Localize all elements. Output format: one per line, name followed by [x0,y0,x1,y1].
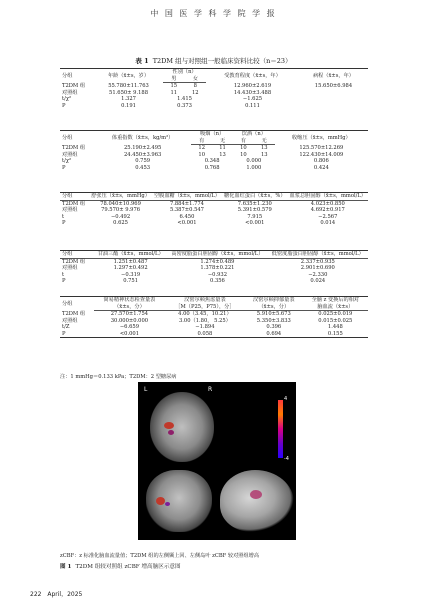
table-cell: 5.387±0.547 [169,207,204,213]
table-cell: t [62,213,65,220]
column-header: 分组 [60,193,89,201]
activation-blob [156,497,165,505]
table-cell: ［M（P25，P75），分］ [165,304,245,311]
table-cell: T2DM 组 [62,258,86,265]
table-row [60,165,368,172]
table-cell: 0.694 [266,330,282,337]
table-cell: 1.448 [327,324,343,330]
table-cell: 0.000 [246,158,262,164]
table-cell: 有 [233,138,254,145]
table-cell: 24.450±3.963 [123,151,162,158]
table-cell: 2.901±0.690 [300,265,335,271]
table-row [60,145,368,152]
table-cell: 0.759 [135,158,151,164]
table-cell: <0.001 [177,220,197,226]
table-cell: <0.001 [245,220,265,226]
table-cell: 12 [198,145,205,151]
table-cell: T2DM 组 [62,144,86,151]
table-cell: 13 [260,151,268,158]
activation-blob [168,430,174,435]
table-cell: 对照组 [62,151,78,158]
column-subheader: 女 [185,76,207,83]
table-cell: 0.014 [320,220,336,226]
table-cell: 0.191 [121,102,136,109]
table-cell: 对照组 [62,265,78,271]
table-cell: 4.00（3.45，10.21） [178,311,232,317]
figure-title: T2DM 组较对照组 zCBF 增高脑区示意图 [75,564,181,570]
table-row [60,83,368,90]
table-row [60,278,368,285]
table-cell: 12.960±2.619 [233,82,272,89]
table-cell: 1.274±0.489 [200,258,235,265]
table-cell: （x̄±s，分） [245,304,303,311]
table-cell: 13 [219,151,226,158]
table-cell: 0.751 [123,278,139,284]
label-right: R [208,386,213,393]
column-header: 汉密尔顿焦虑量表 [165,297,245,304]
table-cell: 15 [170,83,178,89]
table-cell: （x̄±s，分） [94,304,165,311]
table-cell: −0.932 [207,271,228,278]
column-header: 舒张压（x̄±s，mmHg） [91,193,150,199]
table-cell: T2DM 组 [62,310,86,317]
table-cell: 13 [260,145,268,151]
table-note: 注：1 mmHg＝0.133 kPa；T2DM：2 型糖尿病 [60,374,177,380]
column-header: 高密度脂蛋白胆固醇（x̄±s，mmol/L） [167,251,267,259]
table-cell: 51.650± 9.188 [109,89,149,96]
table-cell: 0.111 [245,102,260,109]
table-section-scales [60,296,368,338]
issue-date: April，2025 [47,591,83,598]
column-header: 分组 [60,131,94,145]
table-section-glycemic [60,192,368,227]
column-header: 吸烟（n） [191,131,233,138]
table-cell: 30.000±0.000 [110,317,149,324]
table-cell: 1.251±0.487 [113,258,148,265]
table-cell: 0.015±0.025 [318,317,353,324]
table-cell: 0.155 [327,330,343,337]
table-cell: 10 [240,151,247,158]
column-header: 甘油三酯（x̄±s，mmol/L） [94,251,167,259]
table-cell: 15.650±6.984 [314,82,353,89]
table-section-lifestyle [60,130,368,171]
table-cell: 0.025±0.019 [318,311,353,317]
activation-blob [250,490,262,499]
table-cell: 1.297±0.492 [113,265,148,271]
table-cell: 25.190±2.495 [123,144,162,151]
table-cell: 1.000 [246,164,262,171]
column-header: 分组 [60,69,94,83]
table-section-lipids [60,250,368,285]
table-cell: 79.570± 9.976 [101,207,141,213]
table-row [60,258,368,265]
table-cell: 4.023±0.850 [310,200,345,207]
table-section-demographics [60,68,368,109]
table-cell: 0.424 [313,164,329,171]
table-cell: 对照组 [62,317,78,324]
table-cell: −6.659 [119,324,140,330]
table-cell: 6.450 [179,213,195,220]
table-cell: 1.327 [121,96,136,102]
table-cell: −1.625 [242,96,263,102]
table-cell: P [62,220,66,226]
table-cell: 78.040±10.969 [100,200,141,207]
figure-caption [60,562,181,570]
column-header: 分组 [60,297,94,311]
column-header: 性别（n） [163,69,206,76]
brain-surface-render [220,470,294,532]
table-cell: −0.492 [110,213,131,220]
table-cell: 14.430±3.488 [233,89,272,96]
column-header: 受教育程度（x̄±s，年） [206,69,299,83]
table-row [60,331,368,338]
table-cell [299,103,368,110]
brain-axial-slice [150,392,214,462]
table-cell: 对照组 [62,207,78,213]
brain-figure [138,382,296,540]
column-header: 分组 [60,251,94,259]
table-cell: 1.378±0.221 [200,265,235,271]
table-cell: 10 [198,151,205,158]
table-row [60,220,368,227]
label-left: L [144,386,148,393]
column-header: 全脑 z 变换后的相对 [303,297,368,304]
table-cell: 27.570±1.754 [110,311,149,317]
activation-blob [165,502,170,506]
column-header: 低密度脂蛋白胆固醇（x̄±s，mmol/L） [268,251,368,259]
column-header: 糖化血红蛋白（x̄±s，%） [224,193,286,199]
table-cell: 7.635±1.230 [237,200,272,207]
table-cell: 1.415 [177,96,192,102]
page-footer [30,589,82,598]
table-cell: −2.567 [318,213,338,220]
table-cell: −1.894 [195,324,215,330]
table-cell: P [62,278,66,284]
table-cell: P [62,102,66,109]
table-cell: 12 [192,89,199,96]
column-header: 血浆总胆固醇（x̄±s，mmol/L） [289,193,366,199]
column-header: 简易精神状态检查量表 [94,297,165,304]
table-cell: 5.350±3.833 [256,317,291,324]
column-header: 年龄（x̄±s，岁） [94,69,163,83]
table-cell: 7.915 [247,213,263,220]
table-cell: 无 [254,138,275,145]
column-header: 汉密尔顿抑郁量表 [245,297,303,304]
table-cell: −2.330 [308,271,328,278]
table-cell: 脑血流（x̄±s） [303,304,368,311]
table-cell: 2.337±0.935 [300,258,335,265]
column-header: 体重指数（x̄±s，kg/m²） [94,131,191,145]
figure-caption-abbrev: zCBF：z 标准化脑血流量值；T2DM 组的左侧颞上回、左侧岛叶 zCBF 较对照组增高 [60,553,260,559]
table-cell: 5.391±0.579 [237,207,272,213]
page-number: 222 [30,591,42,598]
table-number: 表 1 [135,57,149,65]
table-cell: t/χ² [62,96,72,102]
table-cell: 0.396 [266,324,282,330]
table-cell: <0.001 [119,330,140,337]
journal-header: 中 国 医 学 科 学 院 学 报 [150,9,277,18]
activation-blob [164,422,174,429]
table-cell: T2DM 组 [62,82,86,89]
table-cell: 0.024 [310,278,326,284]
table-cell: 55.780±11.763 [108,82,149,89]
table-cell: 0.348 [204,158,220,164]
table-cell: 5.910±5.673 [256,311,291,317]
colorbar [278,400,283,458]
table-row [60,311,368,318]
table-cell: 0.453 [135,164,151,171]
table-cell: 8 [193,83,197,89]
figure-number: 图 1 [60,564,72,570]
table-cell: 无 [212,138,233,145]
table-cell: 122.430±14.009 [299,151,344,158]
table-cell: 对照组 [62,89,78,96]
table-cell: 0.768 [204,164,220,171]
table-cell: t [62,271,65,278]
table-cell: 0.373 [177,102,192,109]
table-cell: 4.692±0.917 [310,207,345,213]
table-cell: 3.00（1.80， 5.25） [178,317,231,324]
table-cell: 7.884±1.774 [169,200,204,207]
table-cell: 有 [191,138,212,145]
column-header: 饮酒（n） [233,131,275,138]
colorbar-min: -4 [284,456,289,462]
table-row [60,103,368,110]
table-row [60,200,368,207]
table-cell: 0.058 [197,330,213,337]
table-title [0,56,427,65]
table-cell: −0.319 [121,271,141,278]
colorbar-max: 4 [284,396,288,402]
table-cell: t/Z [62,324,70,330]
column-subheader: 男 [163,76,185,83]
table-cell: t/χ² [62,158,72,164]
table-cell: 0.806 [313,158,329,164]
column-header: 空腹血糖（x̄±s，mmol/L） [153,193,220,199]
column-header: 病程（x̄±s，年） [299,69,368,83]
table-cell: P [62,330,66,337]
table-cell: 10 [240,145,247,151]
table-cell: 11 [170,89,178,96]
table-cell: T2DM 组 [62,200,86,207]
column-header: 收缩压（x̄±s，mmHg） [275,131,368,145]
table-cell: 0.356 [210,278,225,284]
table-caption: T2DM 组与对照组一般临床资料比较（n＝23） [152,57,292,65]
table-cell: P [62,164,66,171]
table-cell: 0.625 [113,220,128,226]
table-cell: 11 [219,145,226,151]
table-cell: 125.570±12.269 [299,144,344,151]
